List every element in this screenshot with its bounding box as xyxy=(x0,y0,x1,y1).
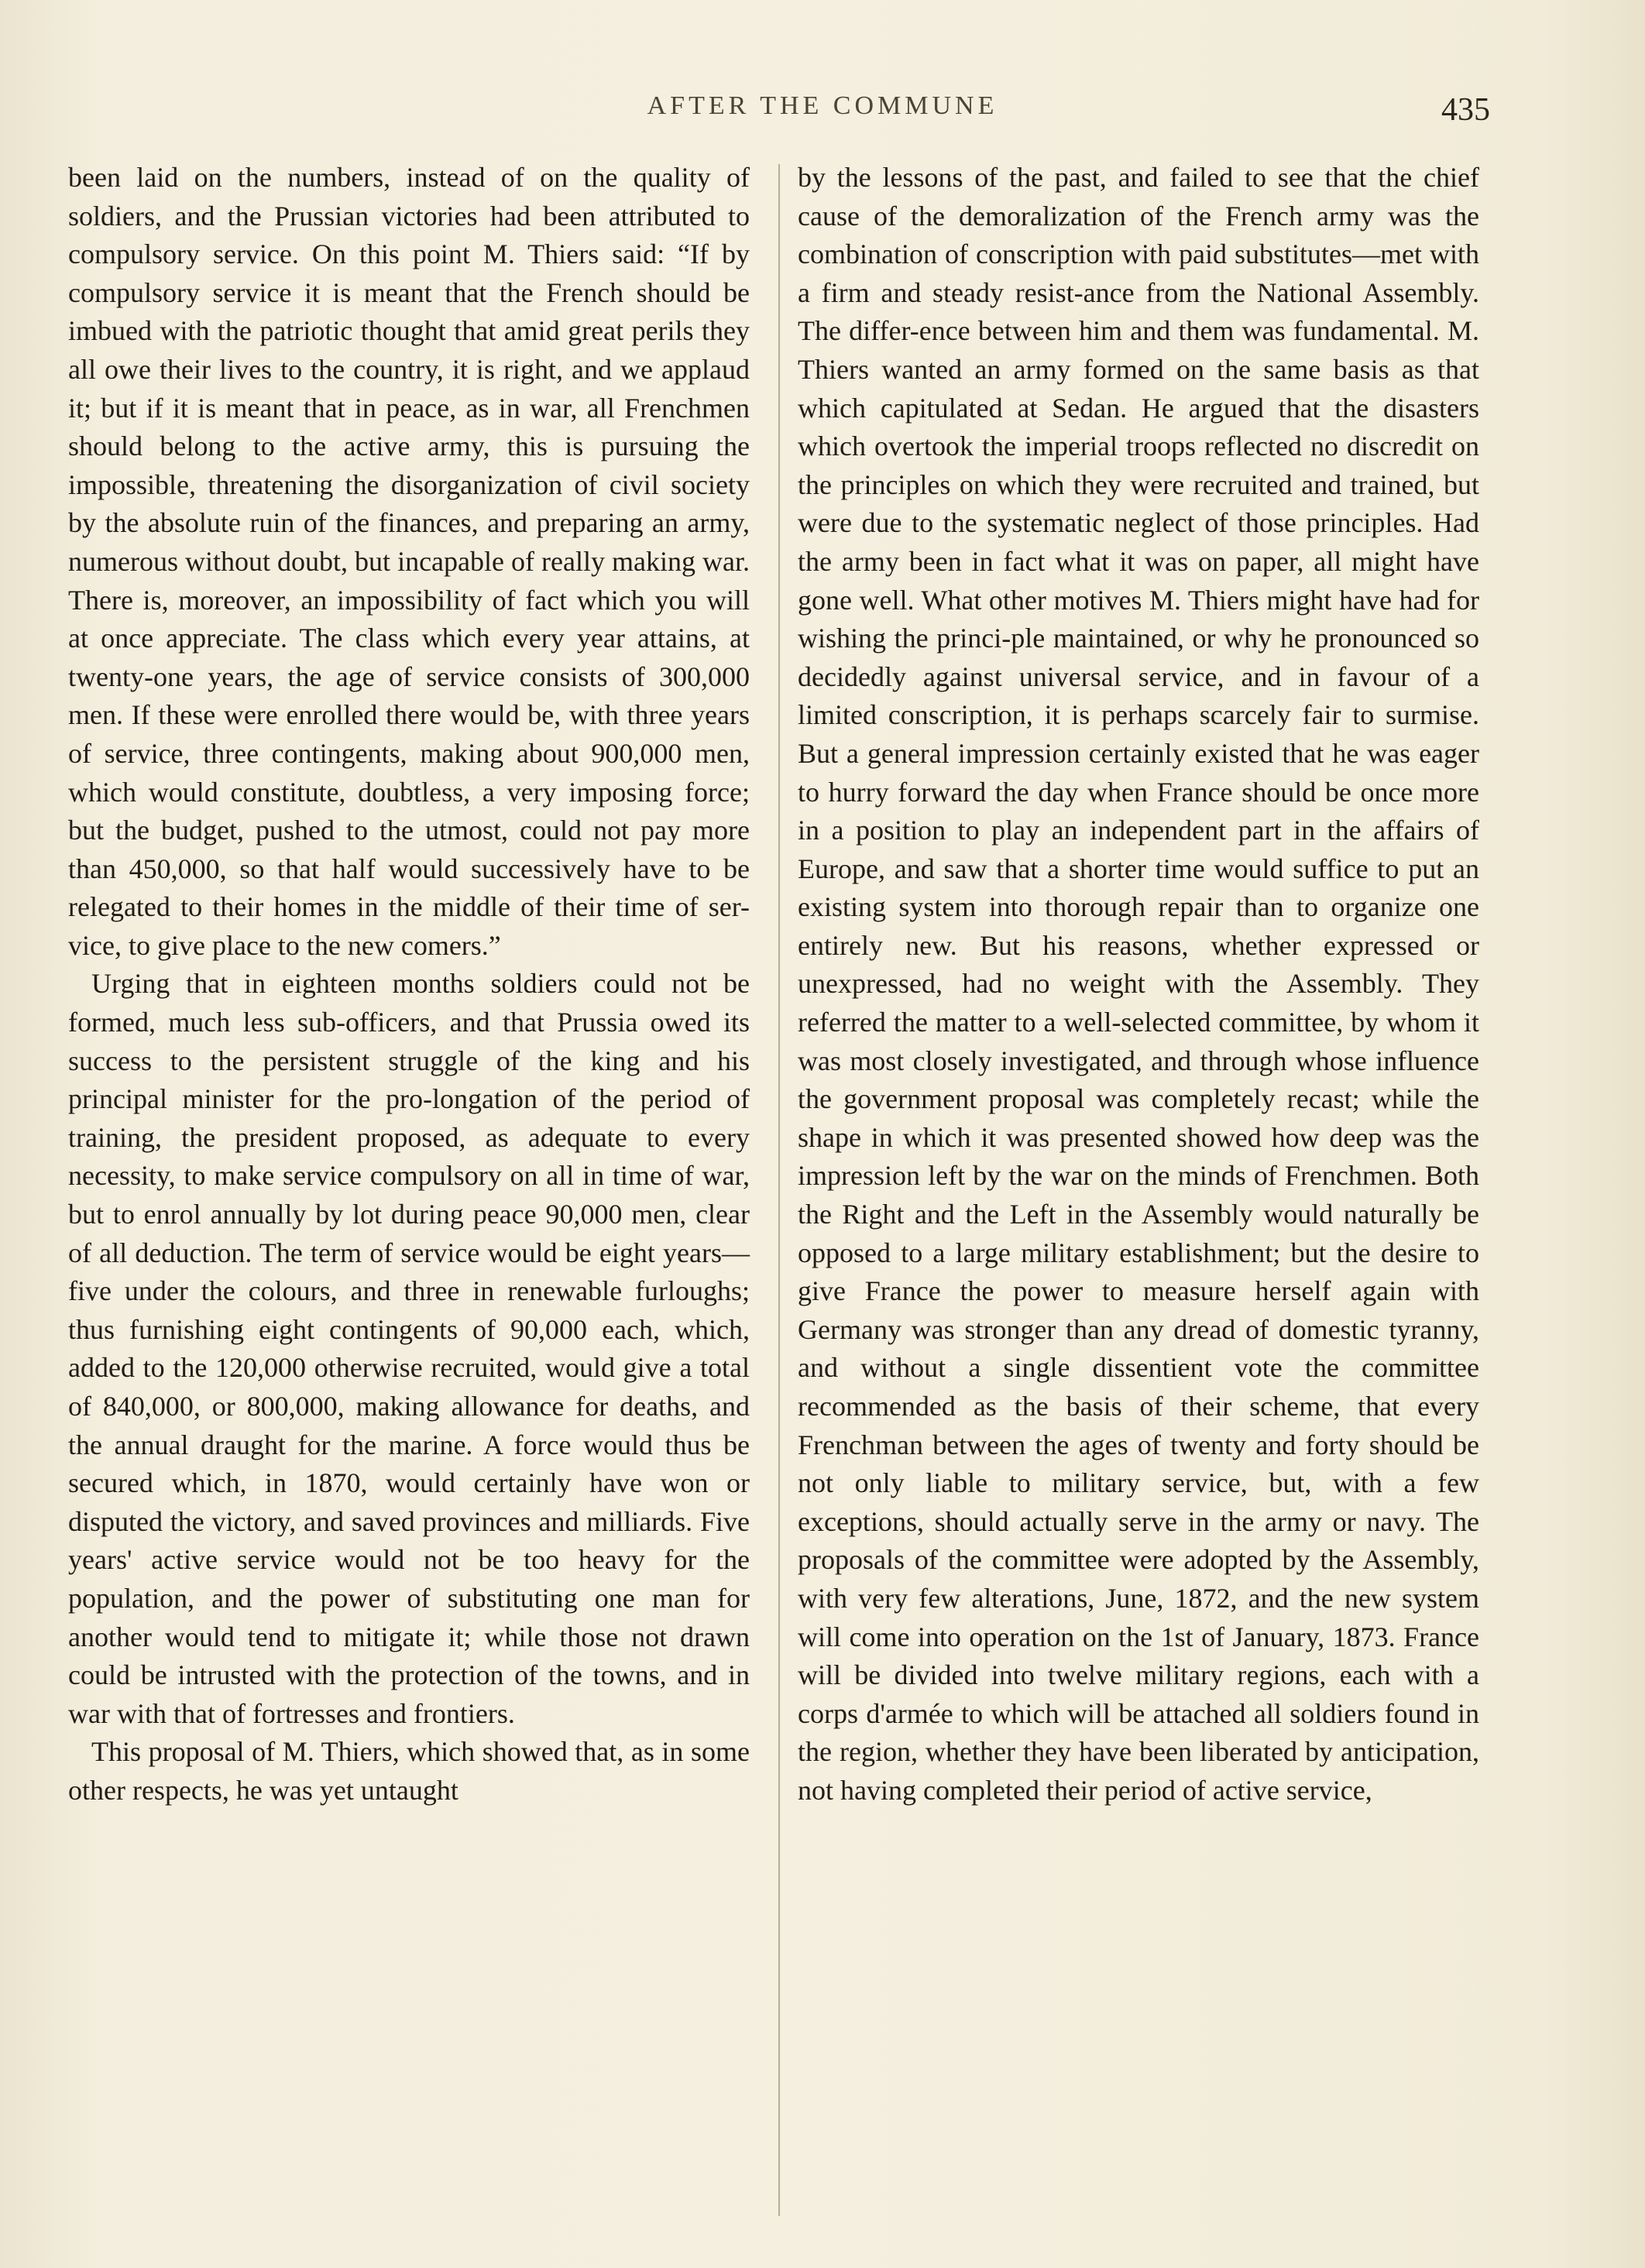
left-paragraph-3: This proposal of M. Thiers, which showed that, as in some other respects, he was yet untaught xyxy=(68,1736,750,1806)
right-column xyxy=(798,159,1479,1810)
running-title: AFTER THE COMMUNE xyxy=(647,91,998,120)
page-number: 435 xyxy=(1441,92,1490,128)
right-paragraph-1: by the lessons of the past, and failed to see that the chief cause of the demoralization of the French army was the combination of conscription with paid substitutes—met with a firm and steady resist-ance from the National Assembly. The differ-ence between him and them was fundamental. M. Thiers wanted an army formed on the same basis as that which capitulated at Sedan. He argued that the disasters which overtook the imperial troops reflected no discredit on the principles on which they were recruited and trained, but were due to the systematic neglect of those principles. Had the army been in fact what it was on paper, all might have gone well. What other motives M. Thiers might have had for wishing the princi-ple maintained, or why he pronounced so decidedly against universal service, and in favour of a limited conscription, it is perhaps scarcely fair to surmise. But a general impression certainly existed that he was eager to hurry forward the day when France should be once more in a position to play an independent part in the affairs of Europe, and saw that a shorter time would suffice to put an existing system into thorough repair than to organize one entirely new. But his reasons, whether expressed or unexpressed, had no weight with the Assembly. They referred the matter to a well-selected committee, by whom it was most closely investigated, and through whose influence the government proposal was completely recast; while the shape in which it was presented showed how deep was the impression left by the war on the minds of Frenchmen. Both the Right and the Left in the Assembly would naturally be opposed to a large military establishment; but the desire to give France the power to measure herself again with Germany was stronger than any dread of domestic tyranny, and without a single dissentient vote the committee recommended as the basis of their scheme, that every Frenchman between the ages of twenty and forty should be not only liable to military service, but, with a few exceptions, should actually serve in the army or navy. The proposals of the committee were adopted by the Assembly, with very few alterations, June, 1872, and the new system will come into operation on the 1st of January, 1873. France will be divided into twelve military regions, each with a corps d'armée to which will be attached all soldiers found in the region, whether they have been liberated by anticipation, not having completed their period of active service, xyxy=(798,162,1479,1806)
column-divider xyxy=(778,164,780,2216)
left-paragraph-1: been laid on the numbers, instead of on the quality of soldiers, and the Prussian victories had been attributed to compulsory service. On this point M. Thiers said: “If by compulsory service it is meant that the French should be imbued with the patriotic thought that amid great perils they all owe their lives to the country, it is right, and we applaud it; but if it is meant that in peace, as in war, all Frenchmen should belong to the active army, this is pursuing the impossible, threatening the disorganization of civil society by the absolute ruin of the finances, and preparing an army, numerous without doubt, but incapable of really making war. There is, moreover, an impossibility of fact which you will at once appreciate. The class which every year attains, at twenty-one years, the age of service consists of 300,000 men. If these were enrolled there would be, with three years of service, three contingents, making about 900,000 men, which would constitute, doubtless, a very imposing force; but the budget, pushed to the utmost, could not pay more than 450,000, so that half would successively have to be relegated to their homes in the middle of their time of ser-vice, to give place to the new comers.” xyxy=(68,162,750,961)
running-head xyxy=(0,91,1645,138)
left-paragraph-2: Urging that in eighteen months soldiers could not be formed, much less sub-officers, and that Prussia owed its success to the persistent struggle of the king and his principal minister for the pro-longation of the period of training, the president proposed, as adequate to every necessity, to make service compulsory on all in time of war, but to enrol annually by lot during peace 90,000 men, clear of all deduction. The term of service would be eight years—five under the colours, and three in renewable furloughs; thus furnishing eight contingents of 90,000 each, which, added to the 120,000 otherwise recruited, would give a total of 840,000, or 800,000, making allowance for deaths, and the annual draught for the marine. A force would thus be secured which, in 1870, would certainly have won or disputed the victory, and saved provinces and milliards. Five years' active service would not be too heavy for the population, and the power of substituting one man for another would tend to mitigate it; while those not drawn could be intrusted with the protection of the towns, and in war with that of fortresses and frontiers. xyxy=(68,968,750,1729)
left-column xyxy=(68,159,750,1810)
